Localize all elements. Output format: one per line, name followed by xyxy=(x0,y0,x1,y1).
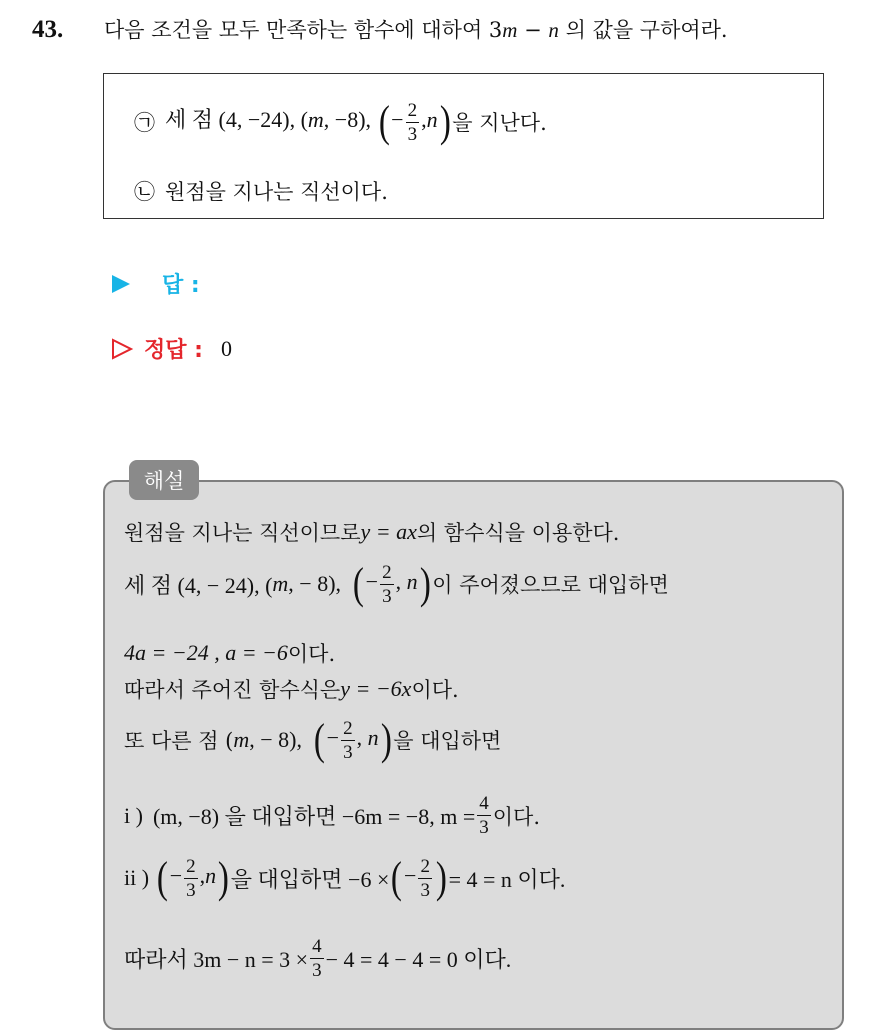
fraction: $\frac{2}{3}$ xyxy=(186,855,196,901)
question-row xyxy=(32,14,872,44)
right-triangle-outline-icon xyxy=(110,337,134,361)
question-number: 43. xyxy=(32,16,64,43)
correct-answer-value: 0 xyxy=(220,335,232,361)
condition-1-points: 세 점 (4, −24), (m, −8), (− $\frac{2}{3}$ ,n) xyxy=(165,97,451,146)
solution-tab: 해설 xyxy=(129,460,199,500)
condition-1-tail: 을 지난다. xyxy=(452,111,547,135)
right-triangle-filled-icon xyxy=(110,273,132,295)
correct-answer-row xyxy=(110,333,232,364)
correct-answer-label: 정답 : xyxy=(144,338,203,363)
solution-line-6: i ) (m, −8) 을 대입하면 −6m = −8, m = $\frac{4}{3}$ 이다. xyxy=(124,793,540,838)
solution-line-3: 4a = −24 , a = −6 이다. xyxy=(124,640,336,666)
solution-line-7: ii ) (− $\frac{2}{3}$ ,n) 을 대입하면 −6 × (− $\frac{2}{3}$ ) = 4 = n 이다. xyxy=(124,853,566,902)
fraction: $\frac{4}{3}$ xyxy=(312,936,322,981)
fraction: $\frac{2}{3}$ xyxy=(382,561,392,607)
condition-mark-2: ㉡ xyxy=(134,180,155,204)
answer-label: 답 : xyxy=(162,273,200,298)
condition-2-text: 원점을 지나는 직선이다. xyxy=(165,180,388,204)
condition-1 xyxy=(134,97,547,146)
fraction: $\frac{2}{3}$ xyxy=(407,99,418,145)
solution-line-8: 따라서 3m − n = 3 × $\frac{4}{3}$ − 4 = 4 − 4 = 0 이다. xyxy=(124,936,512,981)
solution-line-4: 따라서 주어진 함수식은 y = −6x 이다. xyxy=(124,676,459,702)
answer-row xyxy=(110,268,200,299)
solution-line-1: 원점을 지나는 직선이므로 y = ax 의 함수식을 이용한다. xyxy=(124,519,620,545)
condition-2 xyxy=(134,176,388,206)
conditions-box xyxy=(103,73,824,219)
solution-line-2: 세 점 (4, − 24), ( m , − 8), (− $\frac{2}{3}$ , n) 이 주어졌으므로 대입하면 xyxy=(124,559,669,608)
fraction: $\frac{4}{3}$ xyxy=(479,793,489,838)
solution-line-5: 또 다른 점 ( m , − 8), (− $\frac{2}{3}$ , n) 을 대입하면 xyxy=(124,715,502,764)
question-text: 다음 조건을 모두 만족하는 함수에 대하여 3m − n 의 값을 구하여라. xyxy=(104,18,728,42)
fraction: $\frac{2}{3}$ xyxy=(343,717,353,763)
condition-mark-1: ㉠ xyxy=(134,111,155,135)
fraction: $\frac{2}{3}$ xyxy=(420,855,430,901)
